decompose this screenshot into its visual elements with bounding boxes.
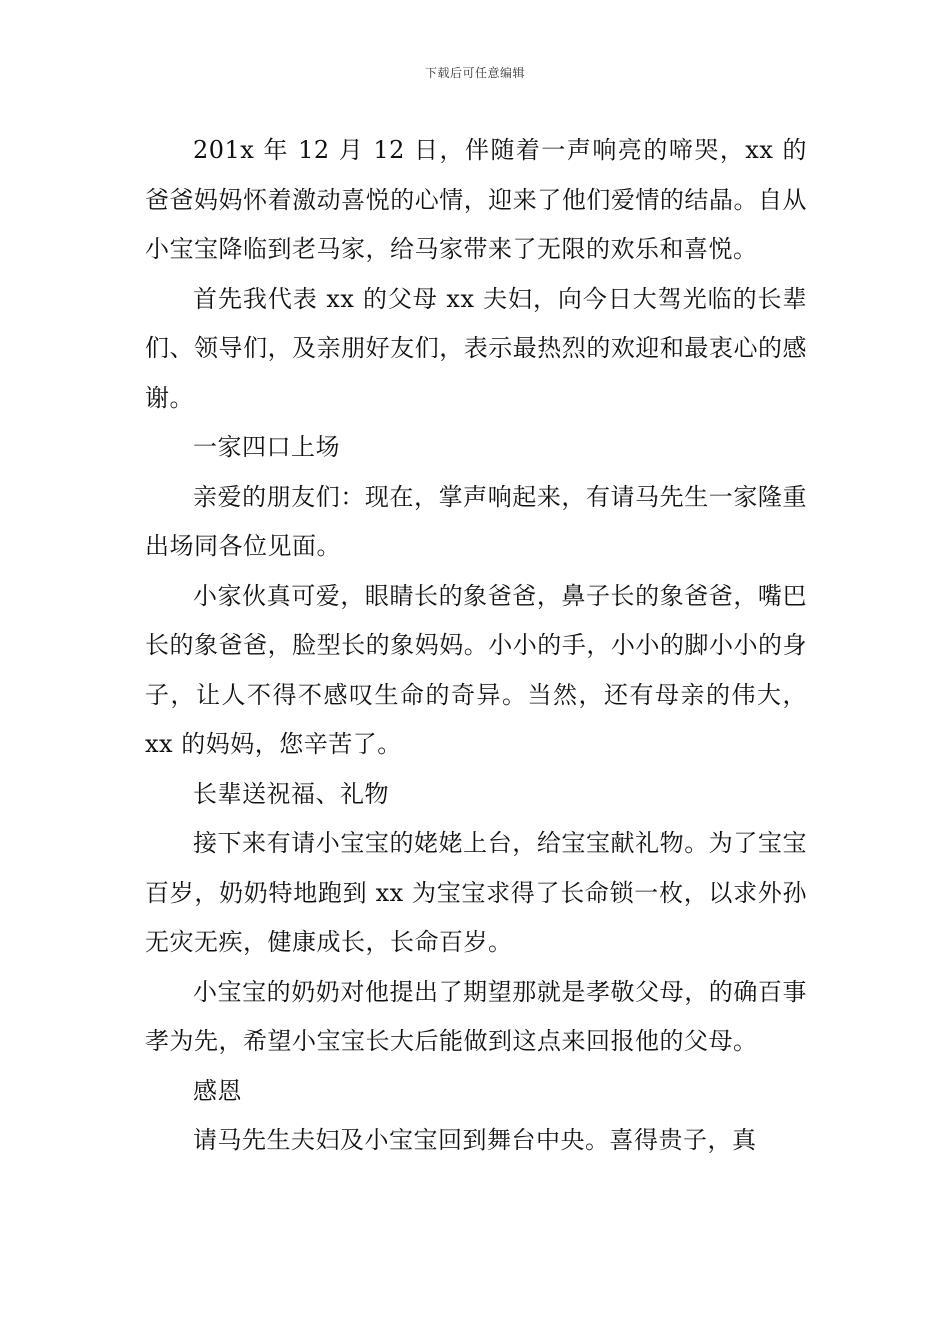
paragraph-opening: 201x 年 12 月 12 日，伴随着一声响亮的啼哭，xx 的爸爸妈妈怀着激动喜悦的心情，迎来了他们爱情的结晶。自从小宝宝降临到老马家，给马家带来了无限的欢乐和喜悦。 xyxy=(145,136,807,263)
paragraph-grandmother-wish: 小宝宝的奶奶对他提出了期望那就是孝敬父母，的确百事孝为先，希望小宝宝长大后能做到这点来回报他的父母。 xyxy=(145,977,807,1055)
section-heading-gratitude: 感恩 xyxy=(193,1076,242,1105)
paragraph-gift-presentation: 接下来有请小宝宝的姥姥上台，给宝宝献礼物。为了宝宝百岁，奶奶特地跑到 xx 为宝宝求得了长命锁一枚，以求外孙无灾无疾，健康成长，长命百岁。 xyxy=(145,829,807,956)
document-body xyxy=(145,126,807,1166)
paragraph-return-stage: 请马先生夫妇及小宝宝回到舞台中央。喜得贵子，真 xyxy=(193,1126,757,1154)
paragraph-invitation: 亲爱的朋友们：现在，掌声响起来，有请马先生一家隆重出场同各位见面。 xyxy=(145,482,807,560)
header-note: 下载后可任意编辑 xyxy=(424,66,525,80)
section-heading-elders-gifts: 长辈送祝福、礼物 xyxy=(193,779,389,808)
section-heading-family-entrance: 一家四口上场 xyxy=(193,433,340,461)
paragraph-welcome: 首先我代表 xx 的父母 xx 夫妇，向今日大驾光临的长辈们、领导们，及亲朋好友们，表示最热烈的欢迎和最衷心的感谢。 xyxy=(145,284,807,412)
paragraph-baby-description: 小家伙真可爱，眼睛长的象爸爸，鼻子长的象爸爸，嘴巴长的象爸爸，脸型长的象妈妈。小小的手，小小的脚小小的身子，让人不得不感叹生命的奇异。当然，还有母亲的伟大，xx 的妈妈，您辛苦了。 xyxy=(145,581,807,758)
